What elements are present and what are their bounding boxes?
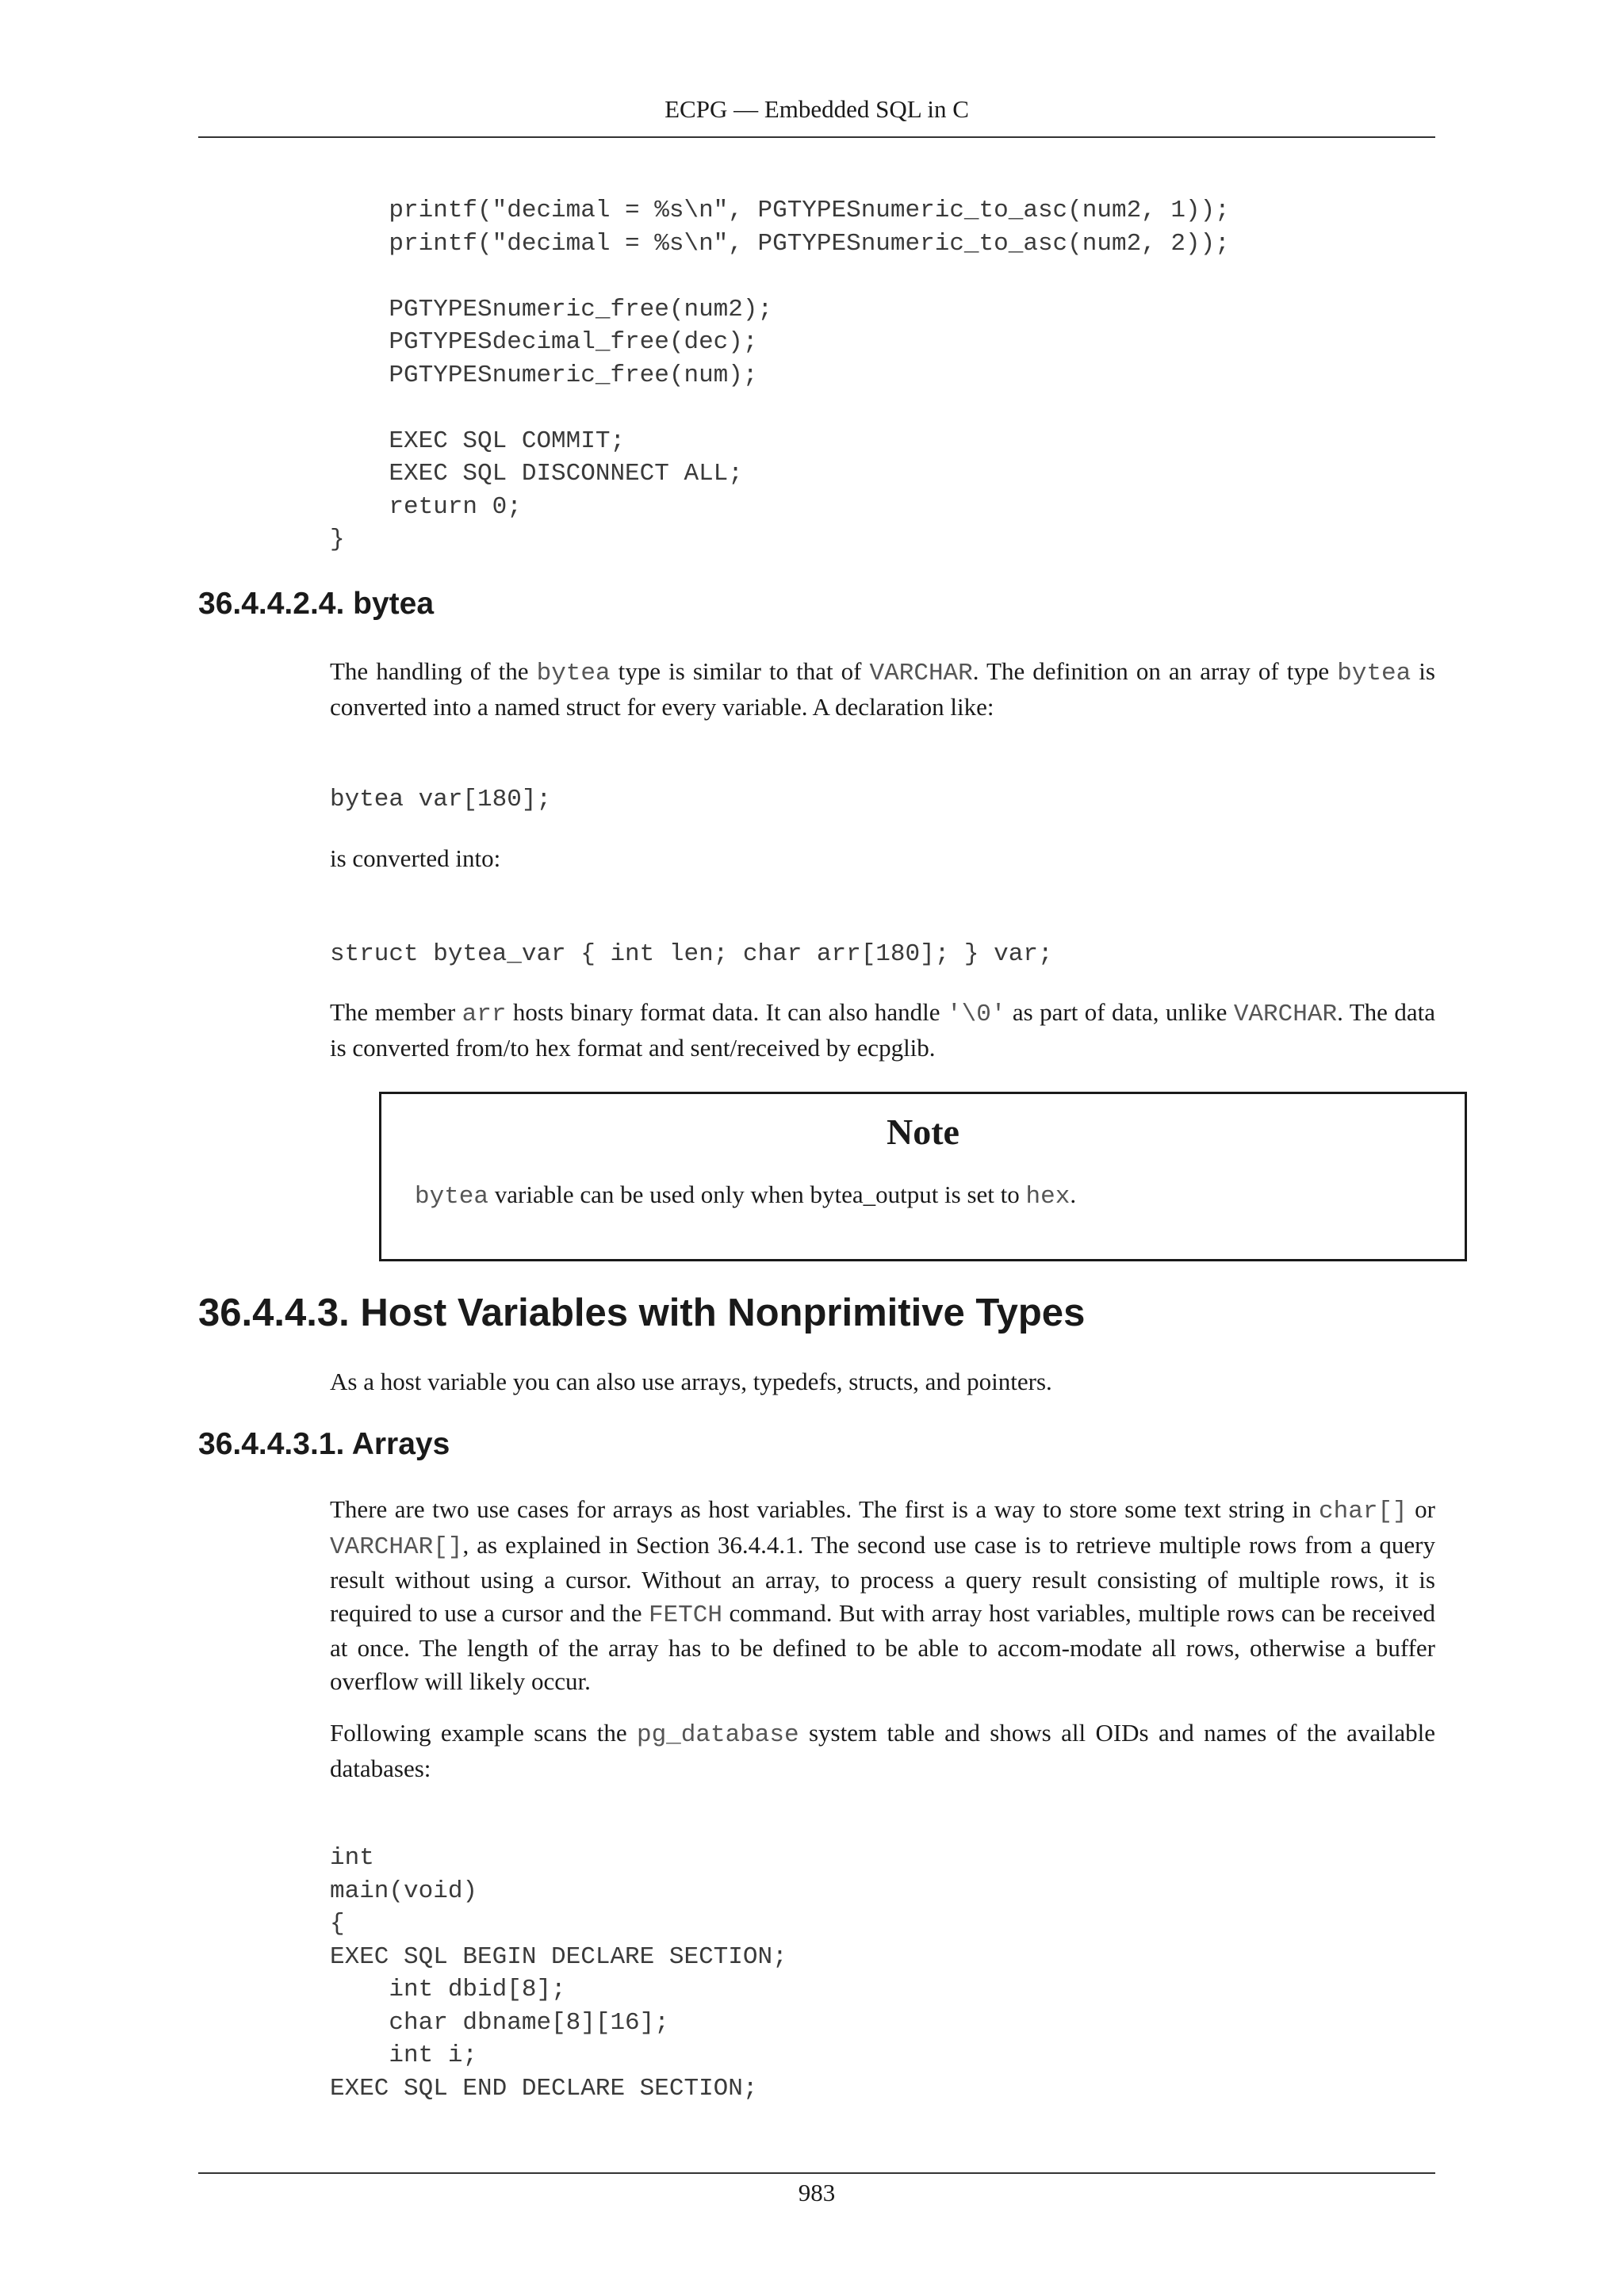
heading-bytea: 36.4.4.2.4. bytea (198, 587, 435, 621)
inline-code: arr (462, 1001, 507, 1028)
code-line: EXEC SQL END DECLARE SECTION; (330, 2074, 758, 2103)
text-span: system table and shows all OIDs and names of the available databases: (330, 1719, 1435, 1782)
code-line: printf("decimal = %s\n", PGTYPESnumeric_to_asc(num2, 2)); (330, 229, 1230, 258)
text-span: Following example scans the (330, 1719, 637, 1747)
page-number: 983 (798, 2179, 836, 2206)
arrays-paragraph-2 (330, 1716, 1435, 1785)
inline-code: VARCHAR (1233, 1001, 1338, 1028)
code-line: EXEC SQL COMMIT; (330, 427, 626, 455)
inline-code: bytea (1337, 660, 1411, 687)
code-listing-top (330, 194, 1230, 557)
header-divider (198, 136, 1435, 138)
inline-code: VARCHAR[] (330, 1533, 463, 1561)
note-title: Note (887, 1112, 959, 1152)
text-span: hosts binary format data. It can also handle (506, 998, 947, 1026)
inline-code: '\0' (947, 1001, 1006, 1028)
arrays-paragraph-1 (330, 1493, 1435, 1697)
code-line: EXEC SQL BEGIN DECLARE SECTION; (330, 1942, 787, 1971)
bytea-paragraph-3 (330, 996, 1435, 1064)
code-line: printf("decimal = %s\n", PGTYPESnumeric_to_asc(num2, 1)); (330, 197, 1230, 224)
text-span: The member (330, 998, 462, 1026)
code-line: int i; (330, 2042, 478, 2069)
text-span: , as explained in Section 36.4.4.1. The second use case is to retrieve multiple rows from a query result without using a cursor. Without an array, to process a query result consisting of multiple rows, it is required to use a cursor and the (330, 1530, 1435, 1627)
text-span: . The definition on an array of type (972, 657, 1338, 685)
code-line: int (330, 1844, 374, 1872)
code-line: int dbid[8]; (330, 1976, 566, 2003)
bytea-paragraph-1 (330, 655, 1435, 723)
code-line: { (330, 1910, 345, 1938)
text-span: . (1070, 1181, 1077, 1208)
bytea-paragraph-2: is converted into: (330, 844, 501, 872)
text-span: or (1407, 1495, 1435, 1523)
code-line: char dbname[8][16]; (330, 2008, 669, 2037)
note-text (415, 1178, 1076, 1214)
code-line: return 0; (330, 492, 522, 521)
code-line (330, 260, 1230, 293)
footer-divider (198, 2172, 1435, 2174)
inline-code: FETCH (648, 1601, 722, 1629)
code-listing-arrays (330, 1842, 787, 2105)
code-line: PGTYPESdecimal_free(dec); (330, 328, 758, 356)
text-span: command. But with array host variables, multiple rows can be received at once. The length of the array has to be defined to be able to accom-modate all rows, otherwise a buffer overflow will likely occur. (330, 1598, 1435, 1695)
code-line: PGTYPESnumeric_free(num2); (330, 295, 773, 323)
nonprimitive-intro: As a host variable you can also use arrays, typedefs, structs, and pointers. (330, 1368, 1052, 1395)
code-line: main(void) (330, 1877, 478, 1905)
code-bytea-declaration: bytea var[180]; (330, 786, 552, 813)
page-header: ECPG — Embedded SQL in C (665, 95, 969, 123)
text-span: . The data is converted from/to hex format and sent/received by ecpglib. (330, 998, 1435, 1062)
inline-code: bytea (415, 1183, 489, 1211)
inline-code: hex (1025, 1183, 1071, 1211)
code-line: PGTYPESnumeric_free(num); (330, 361, 758, 389)
text-span: variable can be used only when bytea_output is set to (488, 1181, 1026, 1208)
inline-code: VARCHAR (869, 660, 973, 687)
inline-code: bytea (536, 660, 611, 687)
text-span: type is similar to that of (610, 657, 870, 685)
inline-code: char[] (1319, 1498, 1408, 1525)
heading-arrays: 36.4.4.3.1. Arrays (198, 1427, 450, 1461)
text-span: The handling of the (330, 657, 537, 685)
code-line: EXEC SQL DISCONNECT ALL; (330, 460, 743, 488)
text-span: as part of data, unlike (1005, 998, 1234, 1026)
text-span: There are two use cases for arrays as host variables. The first is a way to store some text string in (330, 1495, 1320, 1523)
text-span: is converted into a named struct for every variable. A declaration like: (330, 657, 1435, 721)
code-bytea-struct: struct bytea_var { int len; char arr[180]; } var; (330, 940, 1053, 968)
note-box (379, 1092, 1467, 1261)
code-line: } (330, 526, 345, 553)
code-line (330, 392, 1230, 425)
inline-code: pg_database (636, 1721, 799, 1749)
heading-nonprimitive-types: 36.4.4.3. Host Variables with Nonprimitive Types (198, 1292, 1086, 1334)
